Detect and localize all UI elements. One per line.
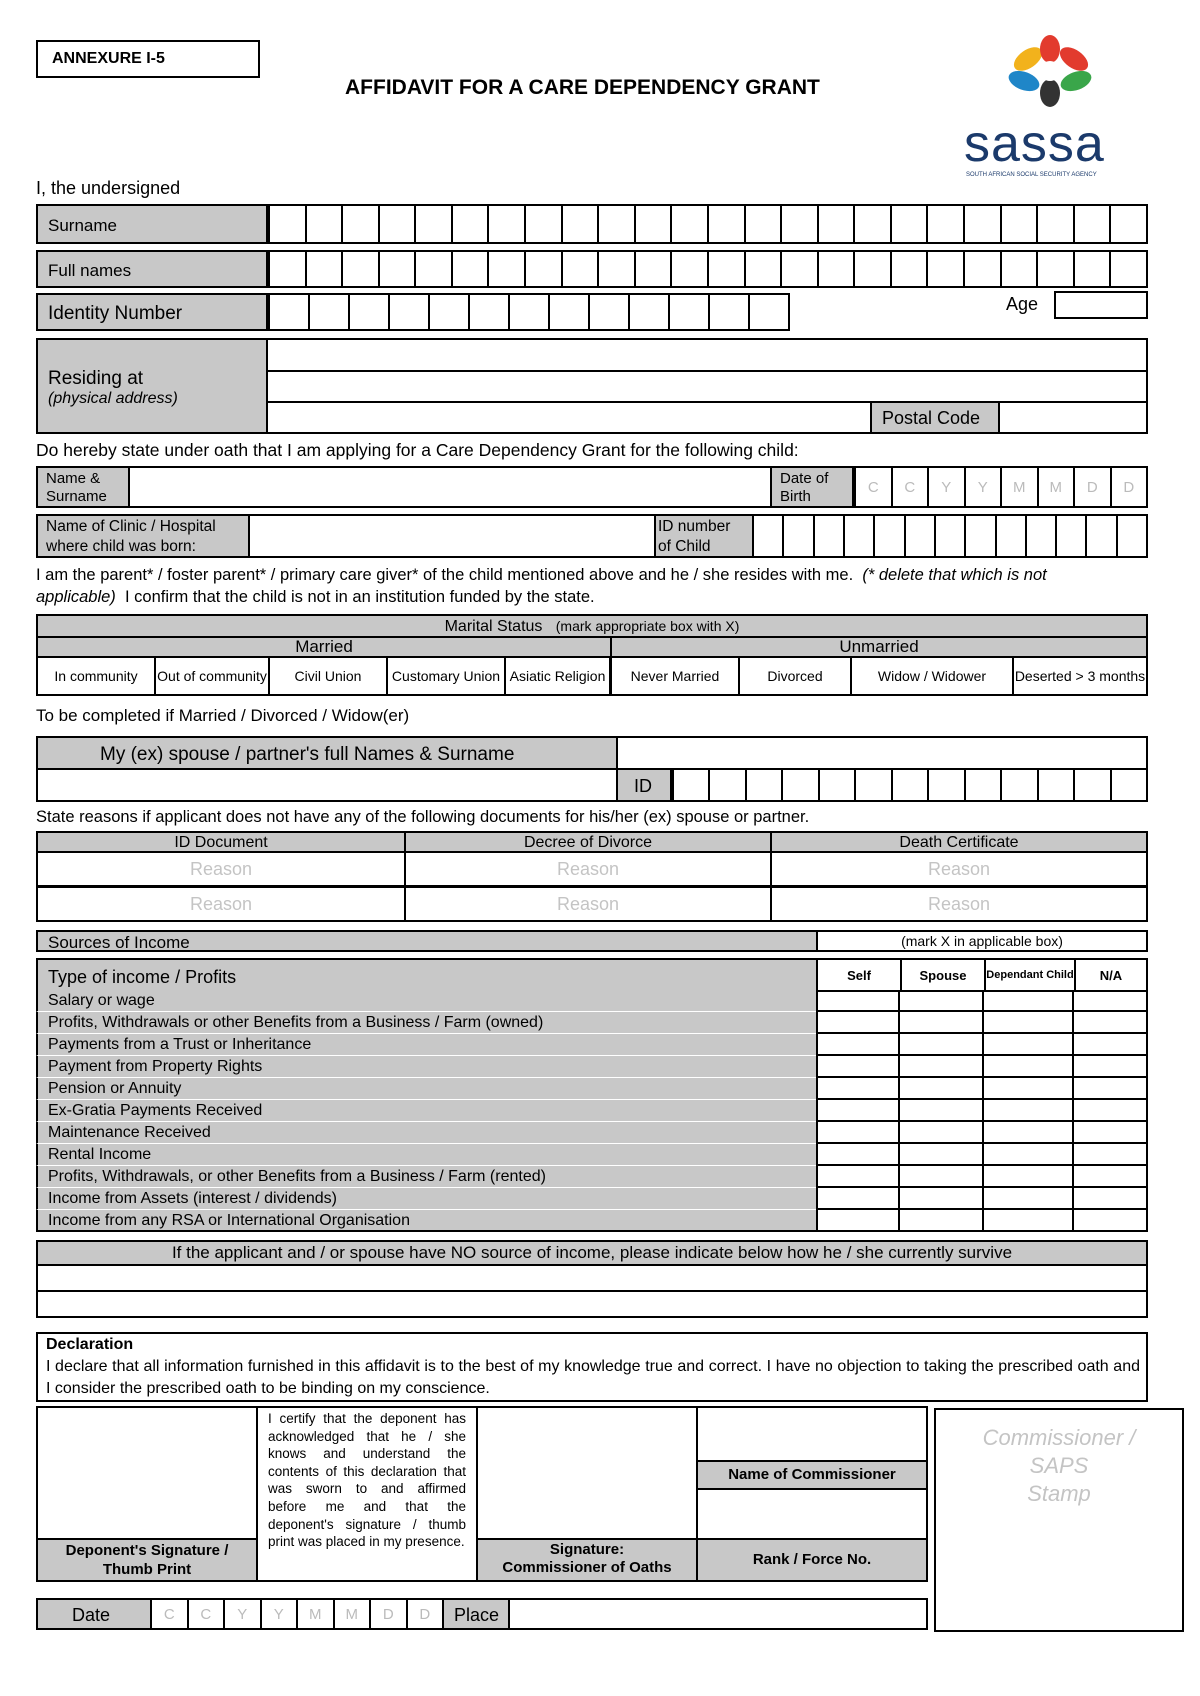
certify-box [256,1406,478,1582]
income-row-label: Profits, Withdrawals or other Benefits from a Business / Farm (owned) [36,1012,816,1034]
income-checkbox-self[interactable] [816,1012,900,1034]
deponent-signature-area[interactable] [36,1406,258,1540]
table-row [36,1078,1148,1100]
income-row-label: Ex-Gratia Payments Received [36,1100,816,1122]
annexure-label: ANNEXURE I-5 [52,50,165,67]
unmarried-header [610,636,1148,658]
declaration-title: Declaration [46,1336,134,1353]
documents-row-1 [36,851,1148,887]
table-row [36,1144,1148,1166]
parent-statement-line1 [36,566,1047,585]
income-checkbox-spouse[interactable] [900,1188,984,1210]
doc-header-death: Death Certificate [899,833,1019,851]
income-row-label: Profits, Withdrawals, or other Benefits from a Business / Farm (rented) [36,1166,816,1188]
postal-code-label: Postal Code [882,408,981,428]
income-checkbox-na[interactable] [1074,1166,1148,1188]
income-row-label: Maintenance Received [36,1122,816,1144]
parent-statement-line2 [36,588,595,607]
table-row [36,990,1148,1012]
income-checkbox-na[interactable] [1074,1122,1148,1144]
address-line-3[interactable] [266,401,872,434]
marital-options [36,656,1148,696]
no-income-input-1[interactable] [36,1264,1148,1292]
rank-label-box [696,1538,928,1582]
residing-label-box [36,338,268,434]
income-row-label: Income from Assets (interest / dividends) [36,1188,816,1210]
residing-label: Residing at [48,368,144,389]
surname-label-box [36,204,268,244]
child-name-label-2: Surname [46,488,107,505]
income-checkbox-na[interactable] [1074,1100,1148,1122]
stamp-box [934,1408,1184,1632]
logo-subtext: SOUTH AFRICAN SOCIAL SECURITY AGENCY [966,172,1097,178]
income-row-label: Payments from a Trust or Inheritance [36,1034,816,1056]
table-row [36,1056,1148,1078]
place-label-box [442,1598,510,1630]
date-input[interactable] [150,1598,444,1630]
commissioner-name-label-box [696,1460,928,1490]
parent-statement-note-2: applicable) [36,588,116,606]
spouse-id-input[interactable] [672,768,1148,802]
income-checkbox-na[interactable] [1074,1144,1148,1166]
spouse-id-label-box [616,768,672,802]
clinic-input[interactable] [248,514,656,558]
income-checkbox-child[interactable] [984,1100,1074,1122]
date-cell[interactable]: Y [225,1600,262,1628]
marital-option-out-of-community[interactable]: Out of community [156,658,270,694]
income-checkbox-self[interactable] [816,1122,900,1144]
place-input[interactable] [508,1598,928,1630]
reason-input[interactable]: Reason [406,888,772,920]
table-row [36,1100,1148,1122]
no-income-note: If the applicant and / or spouse have NO source of income, please indicate below how he / she currently survive [171,1243,1013,1262]
income-checkbox-na[interactable] [1074,990,1148,1012]
income-checkbox-child[interactable] [984,1210,1074,1232]
child-id-label-1: ID number [658,518,731,535]
date-label-box [36,1598,152,1630]
income-col-spouse: Spouse [902,960,986,990]
id-number-label-box [36,293,268,331]
income-checkbox-child[interactable] [984,1188,1074,1210]
child-id-input[interactable] [752,514,1148,558]
doc-header-divorce: Decree of Divorce [406,833,772,851]
certify-text: I certify that the deponent has acknowledged that he / she knows and understand the contents of this declaration that was sworn to and affirmed before me and that the deponent's signature / thumb print was placed in my presence. [268,1411,466,1550]
marital-status-header [36,614,1148,638]
date-label: Date [72,1605,111,1625]
income-checkbox-self[interactable] [816,1188,900,1210]
income-checkbox-child[interactable] [984,1012,1074,1034]
child-dob-label-box [770,466,854,508]
marital-option-civil-union[interactable]: Civil Union [270,658,388,694]
child-dob-input[interactable] [854,466,1148,508]
income-checkbox-spouse[interactable] [900,1210,984,1232]
child-id-label-2: of Child [658,538,711,555]
income-checkbox-spouse[interactable] [900,1100,984,1122]
date-cell[interactable]: C [189,1600,226,1628]
table-row [36,1034,1148,1056]
income-row-label: Pension or Annuity [36,1078,816,1100]
commissioner-signature-label-box [476,1538,698,1582]
annexure-box [36,40,260,78]
table-row [36,1188,1148,1210]
unmarried-label: Unmarried [839,637,919,656]
income-checkbox-child[interactable] [984,1078,1074,1100]
income-row-label: Income from any RSA or International Organisation [36,1210,816,1232]
income-checkbox-spouse[interactable] [900,1166,984,1188]
dob-cell[interactable]: Y [966,468,1003,506]
income-type-header [36,958,818,992]
reason-input[interactable]: Reason [927,893,991,914]
declaration-text: I declare that all information furnished in this affidavit is to the best of my knowledge true and correct. I have no objection to taking the prescribed oath and I consider the prescribed oath to be binding on my conscience. [46,1358,1140,1397]
page-title: AFFIDAVIT FOR A CARE DEPENDENCY GRANT [345,76,820,99]
date-cell[interactable]: M [298,1600,335,1628]
commissioner-signature-label-2: Commissioner of Oaths [502,1559,672,1576]
income-col-self: Self [818,960,902,990]
clinic-label-2: where child was born: [46,538,196,555]
income-row-label: Payment from Property Rights [36,1056,816,1078]
full-names-input[interactable] [268,250,1148,288]
doc-header-id: ID Document [38,833,406,851]
id-number-label: Identity Number [48,303,183,324]
address-line-1[interactable] [266,338,1148,372]
date-cell[interactable]: Y [262,1600,299,1628]
logo-text: sassa [964,115,1105,173]
surname-input[interactable] [268,204,1148,244]
child-statement: Do hereby state under oath that I am applying for a Care Dependency Grant for the following child: [36,440,799,460]
stamp-label-1: Commissioner / [982,1425,1136,1450]
deponent-signature-label: Deponent's Signature / Thumb Print [65,1542,229,1578]
income-checkbox-self[interactable] [816,1100,900,1122]
commissioner-name-label: Name of Commissioner [728,1466,896,1483]
commissioner-name-input[interactable] [696,1406,928,1462]
full-names-label-box [36,250,268,288]
documents-intro: State reasons if applicant does not have any of the following documents for his/her (ex) spouse or partner. [36,808,810,826]
income-columns-header [816,958,1148,992]
reason-input[interactable]: Reason [406,853,772,885]
marital-option-in-community[interactable]: In community [38,658,156,694]
income-row-label: Salary or wage [36,990,816,1012]
income-checkbox-child[interactable] [984,1166,1074,1188]
surname-label: Surname [48,216,117,235]
no-income-input-2[interactable] [36,1290,1148,1318]
dob-cell[interactable]: D [1112,468,1149,506]
date-cell[interactable]: M [335,1600,372,1628]
institution-statement: I confirm that the child is not in an institution funded by the state. [124,588,595,606]
reason-input[interactable]: Reason [38,888,406,920]
income-checkbox-spouse[interactable] [900,1012,984,1034]
income-checkbox-self[interactable] [816,990,900,1012]
dob-cell[interactable]: M [1002,468,1039,506]
income-checkbox-child[interactable] [984,1144,1074,1166]
marital-option-customary-union[interactable]: Customary Union [388,658,506,694]
no-income-header [36,1240,1148,1266]
income-checkbox-self[interactable] [816,1034,900,1056]
child-dob-label-2: Birth [780,488,811,505]
parent-statement-text: I am the parent* / foster parent* / primary care giver* of the child mentioned above and he / she resides with me. [36,566,854,584]
income-checkbox-spouse[interactable] [900,990,984,1012]
spouse-name-label: My (ex) spouse / partner's full Names & Surname [100,744,515,765]
place-label: Place [454,1605,500,1625]
reason-input[interactable]: Reason [38,853,406,885]
marital-status-title: Marital Status [444,618,543,635]
income-checkbox-self[interactable] [816,1056,900,1078]
spouse-name-input-2[interactable] [36,768,618,802]
spouse-id-label: ID [634,776,652,796]
date-cell[interactable]: D [371,1600,408,1628]
age-input[interactable] [1054,291,1148,319]
postal-code-label-box [870,401,1000,434]
income-checkbox-self[interactable] [816,1166,900,1188]
sassa-logo [960,26,1140,186]
spouse-name-input[interactable] [616,736,1148,770]
stamp-label-2: SAPS [1029,1453,1089,1478]
income-checkbox-na[interactable] [1074,1012,1148,1034]
commissioner-signature-area[interactable] [476,1406,698,1540]
income-mark-note-box [816,930,1148,952]
child-name-label-box [36,466,130,508]
income-checkbox-child[interactable] [984,1056,1074,1078]
date-cell[interactable]: C [152,1600,189,1628]
marital-status-note: (mark appropriate box with X) [555,618,740,634]
rank-label: Rank / Force No. [752,1551,872,1568]
table-row [36,1166,1148,1188]
child-id-label-box [654,514,754,558]
income-title: Sources of Income [48,933,190,952]
income-checkbox-self[interactable] [816,1078,900,1100]
address-line-2[interactable] [266,370,1148,403]
date-cell[interactable]: D [408,1600,445,1628]
table-row [36,1012,1148,1034]
income-checkbox-self[interactable] [816,1144,900,1166]
dob-cell[interactable]: D [1075,468,1112,506]
spouse-intro: To be completed if Married / Divorced / Widow(er) [36,706,410,725]
spouse-name-label-box [36,736,618,770]
income-checkbox-spouse[interactable] [900,1034,984,1056]
marital-option-asiatic-religion[interactable]: Asiatic Religion [506,658,612,694]
income-checkbox-child[interactable] [984,1122,1074,1144]
income-checkbox-na[interactable] [1074,1078,1148,1100]
residing-sublabel: (physical address) [48,390,178,407]
clinic-label-box [36,514,250,558]
married-header [36,636,612,658]
income-checkbox-spouse[interactable] [900,1078,984,1100]
documents-row-2 [36,886,1148,922]
child-name-input[interactable] [128,466,772,508]
income-checkbox-na[interactable] [1074,1056,1148,1078]
income-col-child: Dependant Child [986,960,1076,990]
income-checkbox-child[interactable] [984,990,1074,1012]
marital-option-deserted[interactable]: Deserted > 3 months [1014,667,1146,684]
age-label: Age [1006,294,1039,314]
income-col-na: N/A [1099,967,1123,983]
hands-icon [960,26,1140,116]
postal-code-input[interactable] [998,401,1148,434]
deponent-signature-label-box [36,1538,258,1582]
rank-input[interactable] [696,1488,928,1540]
income-checkbox-na[interactable] [1074,1210,1148,1232]
reason-input[interactable]: Reason [927,858,991,879]
intro-text: I, the undersigned [36,178,181,198]
stamp-label-3: Stamp [1027,1481,1091,1506]
dob-cell[interactable]: Y [929,468,966,506]
child-name-label-1: Name & [46,470,101,487]
marital-option-never-married[interactable]: Never Married [612,658,740,694]
income-checkbox-child[interactable] [984,1034,1074,1056]
income-title-box [36,930,818,952]
table-row [36,1210,1148,1232]
income-checkbox-spouse[interactable] [900,1056,984,1078]
married-label: Married [295,637,353,656]
table-row [36,1122,1148,1144]
dob-cell[interactable]: C [856,468,893,506]
income-checkbox-spouse[interactable] [900,1122,984,1144]
parent-statement-note: (* delete that which is not [862,566,1047,584]
clinic-label-1: Name of Clinic / Hospital [46,518,216,535]
dob-cell[interactable]: M [1039,468,1076,506]
child-dob-label-1: Date of [780,470,829,487]
declaration-box [36,1332,1148,1402]
documents-header [36,831,1148,853]
marital-option-divorced[interactable]: Divorced [740,658,852,694]
marital-option-widow[interactable]: Widow / Widower [852,658,1014,694]
income-checkbox-na[interactable] [1074,1188,1148,1210]
income-type-label: Type of income / Profits [48,967,237,987]
id-number-input[interactable] [268,293,790,331]
income-checkbox-spouse[interactable] [900,1144,984,1166]
commissioner-signature-label-1: Signature: [549,1541,625,1558]
dob-cell[interactable]: C [893,468,930,506]
income-checkbox-self[interactable] [816,1210,900,1232]
income-checkbox-na[interactable] [1074,1034,1148,1056]
income-row-label: Rental Income [36,1144,816,1166]
income-mark-note: (mark X in applicable box) [901,933,1063,949]
full-names-label: Full names [48,261,132,280]
